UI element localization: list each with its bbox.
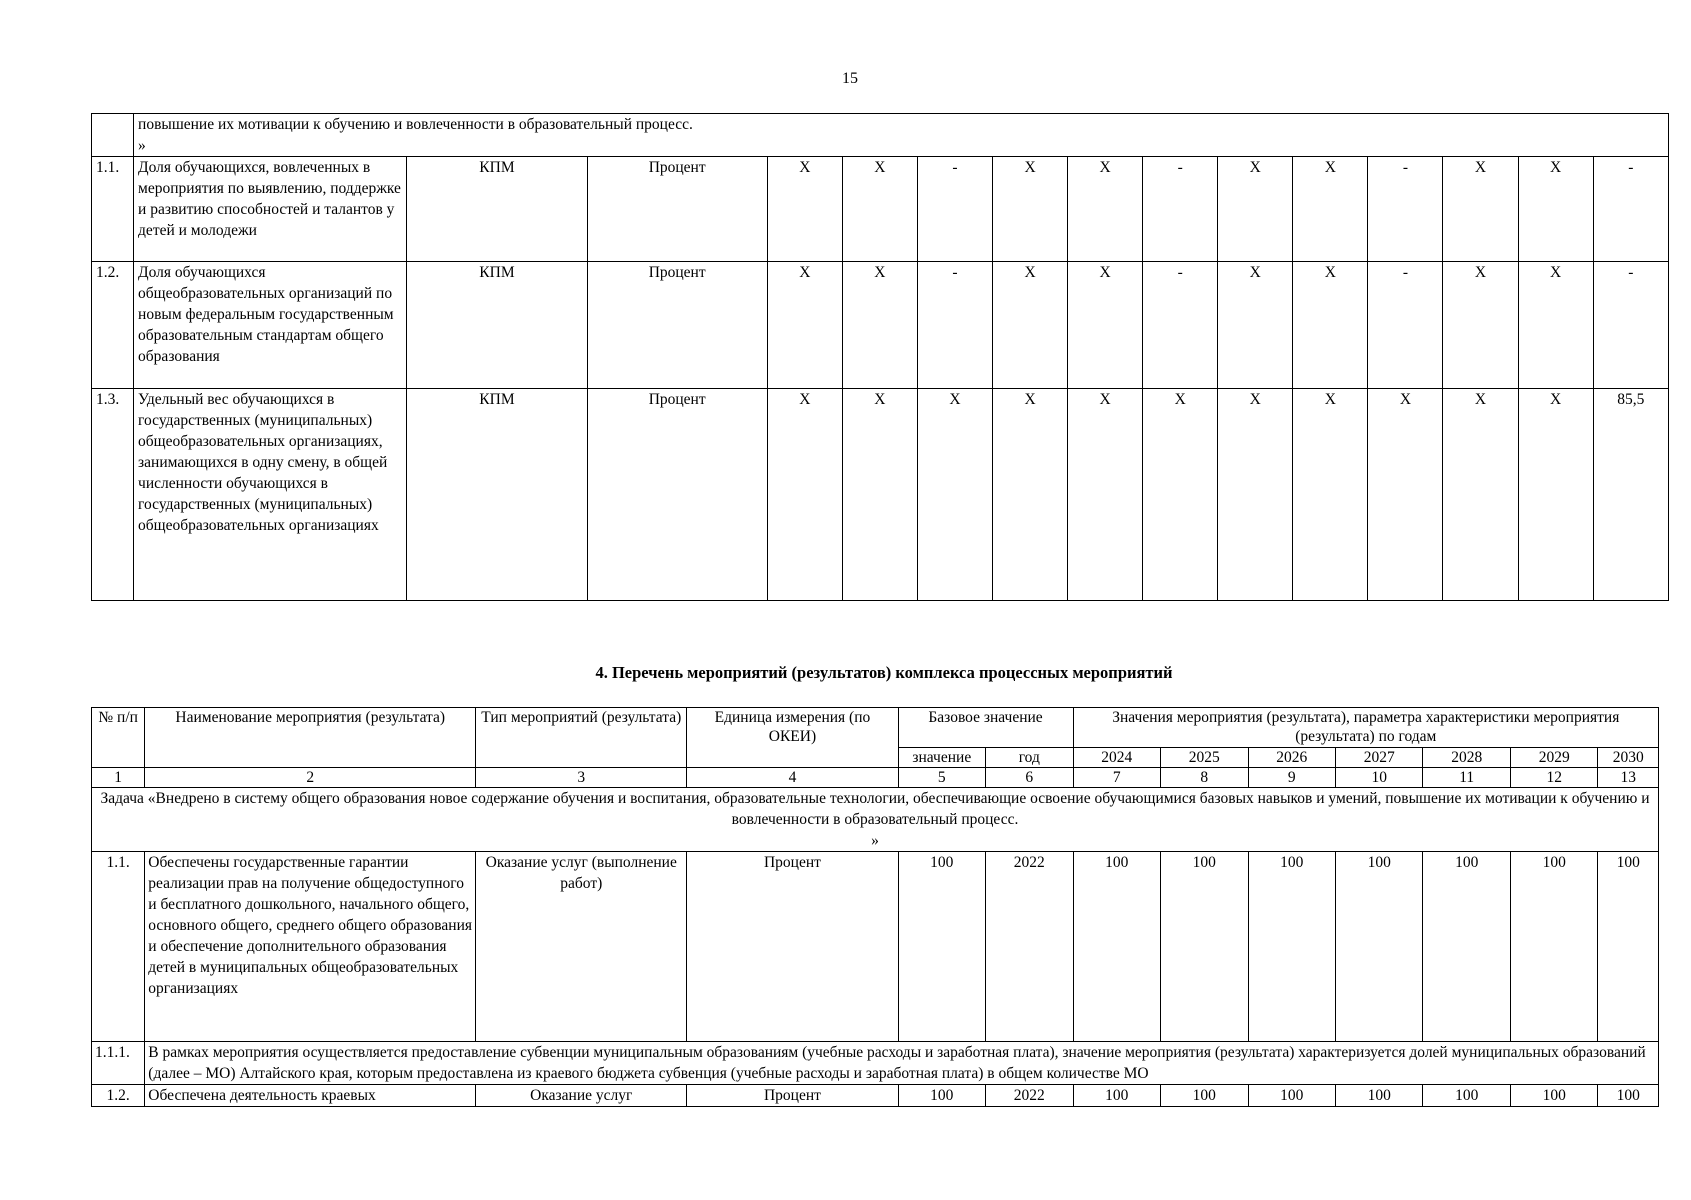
header-base-year: год <box>986 748 1074 768</box>
continuation-row <box>92 114 1669 157</box>
year-value: 100 <box>1248 852 1335 1042</box>
header-year: 2024 <box>1073 748 1160 768</box>
year-value: 100 <box>1073 1085 1160 1107</box>
continuation-close: » <box>138 137 146 154</box>
task-close: » <box>871 832 879 849</box>
value-cell: X <box>1368 389 1443 601</box>
year-value: 100 <box>1161 1085 1248 1107</box>
value-cell: - <box>1368 157 1443 262</box>
note-num: 1.1.1. <box>92 1042 145 1085</box>
header-num: № п/п <box>92 708 145 768</box>
row-unit: Процент <box>587 157 767 262</box>
row-name: Удельный вес обучающихся в государственных (муниципальных) общеобразовательных организациях, занимающихся в одну смену, в общей численности обучающихся в государственных (муниципальных) общеобразовательных организациях <box>134 389 407 601</box>
value-cell: X <box>1143 389 1218 601</box>
col-number: 7 <box>1073 768 1160 788</box>
row-type: Оказание услуг <box>476 1085 687 1107</box>
row-name: Доля обучающихся общеобразовательных организаций по новым федеральным государственным образовательным стандартам общего образования <box>134 262 407 389</box>
table-row <box>92 852 1659 1042</box>
base-year: 2022 <box>986 1085 1074 1107</box>
header-year: 2026 <box>1248 748 1335 768</box>
row-num: 1.1. <box>92 157 134 262</box>
value-cell: X <box>1068 389 1143 601</box>
value-cell: X <box>1518 157 1593 262</box>
header-values: Значения мероприятия (результата), параметра характеристики мероприятия (результата) по годам <box>1073 708 1658 748</box>
value-cell: X <box>1293 262 1368 389</box>
col-number: 10 <box>1335 768 1422 788</box>
row-name: Обеспечена деятельность краевых <box>145 1085 476 1107</box>
value-cell: X <box>767 389 842 601</box>
value-cell: - <box>1368 262 1443 389</box>
col-number: 12 <box>1510 768 1597 788</box>
table-row <box>92 389 1669 601</box>
value-cell: X <box>842 389 917 601</box>
activities-table <box>91 707 1659 1107</box>
header-year: 2027 <box>1335 748 1422 768</box>
continuation-cell <box>134 114 1669 157</box>
base-value: 100 <box>898 1085 985 1107</box>
year-value: 100 <box>1510 852 1597 1042</box>
header-name: Наименование мероприятия (результата) <box>145 708 476 768</box>
header-year: 2025 <box>1161 748 1248 768</box>
header-base: Базовое значение <box>898 708 1073 748</box>
value-cell: - <box>1593 157 1668 262</box>
value-cell: X <box>917 389 992 601</box>
col-number: 4 <box>687 768 898 788</box>
value-cell: X <box>1293 157 1368 262</box>
note-row <box>92 1042 1659 1085</box>
table-row <box>92 157 1669 262</box>
base-year: 2022 <box>986 852 1074 1042</box>
value-cell: X <box>1218 157 1293 262</box>
note-text: В рамках мероприятия осуществляется предоставление субвенции муниципальным образованиям (учебные расходы и заработная плата), значение мероприятия (результата) характеризуется долей муниципальных образований (далее – МО) Алтайского края, которым предоставлена из краевого бюджета субвенция (учебные расходы и заработная плата) в общем количестве МО <box>145 1042 1659 1085</box>
year-value: 100 <box>1598 1085 1659 1107</box>
header-type: Тип мероприятий (результата) <box>476 708 687 768</box>
header-row <box>92 708 1659 748</box>
row-unit: Процент <box>687 852 898 1042</box>
value-cell: 85,5 <box>1593 389 1668 601</box>
empty-num-cell <box>92 114 134 157</box>
column-numbers-row <box>92 768 1659 788</box>
value-cell: X <box>993 157 1068 262</box>
value-cell: - <box>1593 262 1668 389</box>
year-value: 100 <box>1598 852 1659 1042</box>
col-number: 11 <box>1423 768 1510 788</box>
task-text: Задача «Внедрено в систему общего образования новое содержание обучения и воспитания, образовательные технологии, обеспечивающие освоение обучающимися базовых навыков и умений, повышение их мотивации к обучению и вовлеченности в образовательный процесс. <box>100 790 1650 828</box>
table-row <box>92 262 1669 389</box>
header-unit: Единица измерения (по ОКЕИ) <box>687 708 898 768</box>
col-number: 3 <box>476 768 687 788</box>
col-number: 6 <box>986 768 1074 788</box>
value-cell: X <box>993 389 1068 601</box>
value-cell: - <box>1143 262 1218 389</box>
col-number: 8 <box>1161 768 1248 788</box>
row-type: КПМ <box>407 262 587 389</box>
table-row <box>92 1085 1659 1107</box>
col-number: 2 <box>145 768 476 788</box>
indicators-table <box>91 113 1669 601</box>
section-title: 4. Перечень мероприятий (результатов) комплекса процессных мероприятий <box>595 663 1173 682</box>
row-unit: Процент <box>587 262 767 389</box>
row-num: 1.3. <box>92 389 134 601</box>
row-unit: Процент <box>587 389 767 601</box>
value-cell: - <box>917 262 992 389</box>
task-row <box>92 788 1659 852</box>
value-cell: X <box>1218 262 1293 389</box>
year-value: 100 <box>1335 1085 1422 1107</box>
year-value: 100 <box>1335 852 1422 1042</box>
header-year: 2030 <box>1598 748 1659 768</box>
value-cell: - <box>917 157 992 262</box>
value-cell: X <box>993 262 1068 389</box>
base-value: 100 <box>898 852 985 1042</box>
header-year: 2028 <box>1423 748 1510 768</box>
year-value: 100 <box>1423 852 1510 1042</box>
year-value: 100 <box>1248 1085 1335 1107</box>
row-num: 1.1. <box>92 852 145 1042</box>
col-number: 1 <box>92 768 145 788</box>
value-cell: X <box>1443 262 1518 389</box>
page-number: 15 <box>842 70 858 87</box>
value-cell: X <box>1518 389 1593 601</box>
value-cell: X <box>767 262 842 389</box>
year-value: 100 <box>1423 1085 1510 1107</box>
year-value: 100 <box>1161 852 1248 1042</box>
row-type: КПМ <box>407 157 587 262</box>
value-cell: X <box>1218 389 1293 601</box>
value-cell: X <box>1068 262 1143 389</box>
row-unit: Процент <box>687 1085 898 1107</box>
value-cell: X <box>1443 157 1518 262</box>
year-value: 100 <box>1073 852 1160 1042</box>
value-cell: X <box>842 157 917 262</box>
col-number: 9 <box>1248 768 1335 788</box>
row-name: Обеспечены государственные гарантии реализации прав на получение общедоступного и бесплатного дошкольного, начального общего, основного общего, среднего общего образования и обеспечение дополнительного образования детей в муниципальных общеобразовательных организациях <box>145 852 476 1042</box>
task-cell <box>92 788 1659 852</box>
header-year: 2029 <box>1510 748 1597 768</box>
header-base-value: значение <box>898 748 985 768</box>
row-type: КПМ <box>407 389 587 601</box>
value-cell: X <box>1518 262 1593 389</box>
row-num: 1.2. <box>92 262 134 389</box>
continuation-text: повышение их мотивации к обучению и вовлеченности в образовательный процесс. <box>138 116 693 133</box>
row-type: Оказание услуг (выполнение работ) <box>476 852 687 1042</box>
col-number: 5 <box>898 768 985 788</box>
year-value: 100 <box>1510 1085 1597 1107</box>
value-cell: X <box>1068 157 1143 262</box>
value-cell: X <box>1293 389 1368 601</box>
value-cell: X <box>842 262 917 389</box>
value-cell: X <box>767 157 842 262</box>
row-num: 1.2. <box>92 1085 145 1107</box>
col-number: 13 <box>1598 768 1659 788</box>
value-cell: X <box>1443 389 1518 601</box>
row-name: Доля обучающихся, вовлеченных в мероприятия по выявлению, поддержке и развитию способностей и талантов у детей и молодежи <box>134 157 407 262</box>
value-cell: - <box>1143 157 1218 262</box>
